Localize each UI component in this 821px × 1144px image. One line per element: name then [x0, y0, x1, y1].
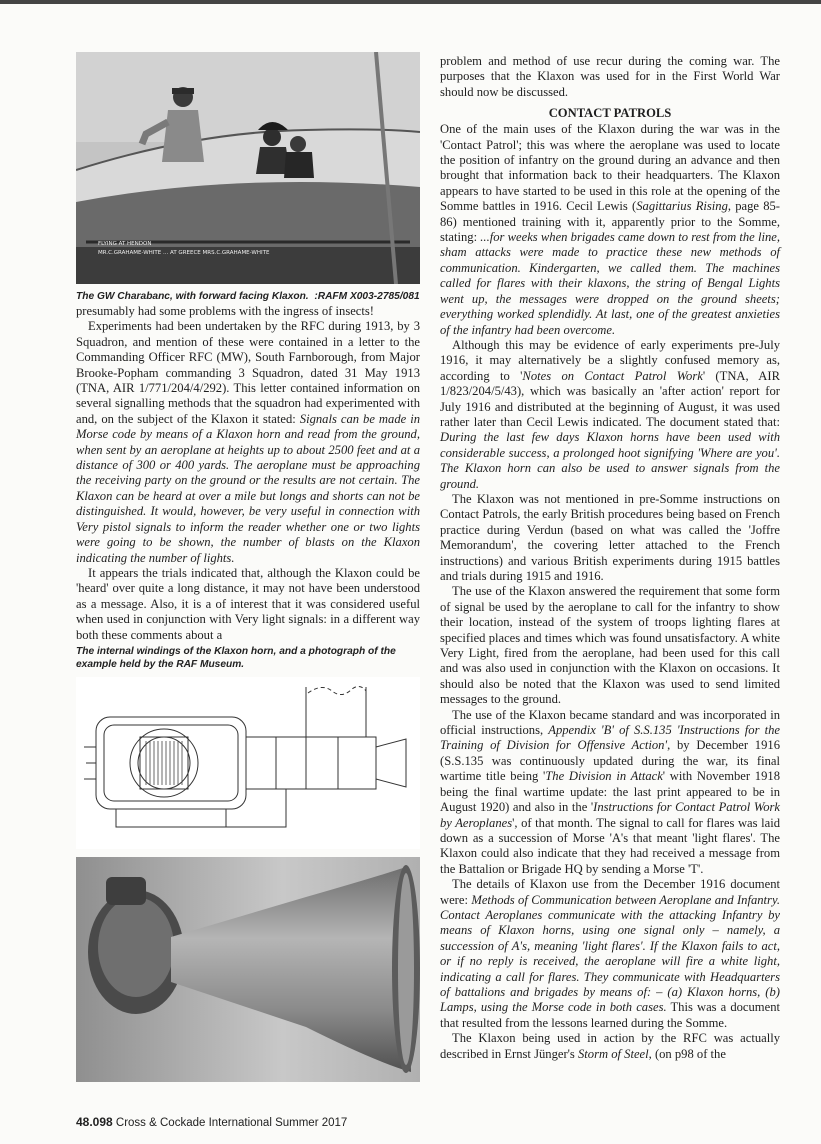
section-heading: CONTACT PATROLS — [548, 106, 672, 121]
left-column — [76, 52, 420, 1082]
klaxon-caption: The internal windings of the Klaxon horn, and a photograph of the example held by the RAF Museum. — [76, 645, 396, 670]
right-paragraph-5: The use of the Klaxon became standard and was incorporated in official instructions, Appendix 'B' of S.S.135 'Instructions for the Training of Division for Offensive Action', by December 1916 (S.S.135 was continuously updated during the war, its final wartime title being 'The Division in Attack' with November 1918 being the final wartime update: the last print appeared to be in August 1920) and also in the 'Instructions for Contact Patrol Work by Aeroplanes', of that month. The signal to call for flares was laid down as a succession of Morse 'A's that meant 'light flares'. The Klaxon could also indicate that they had received a message from the Battalion or Brigade HQ by sending a Morse 'T'. — [440, 707, 780, 876]
left-paragraph-1: presumably had some problems with the ingress of insects! — [76, 304, 374, 318]
right-paragraph-7: The Klaxon being used in action by the RFC was actually described in Ernst Jünger's Storm of Steel, (on p98 of the — [440, 1031, 780, 1061]
right-paragraph-6: The details of Klaxon use from the December 1916 document were: Methods of Communication between Aeroplane and Infantry. Contact Aeroplanes communicate with the attacking Infantry by means of Klaxon horns, using one signal only – namely, a succession of A's, meaning 'light flares'. If the Klaxon fails to act, or if no reply is received, the aeroplane will fire a white light, indicating a call for flares. They communicate with Headquarters of battalions and brigades by means of: – (a) Klaxon horns, (b) Lamps, using the Morse code in both cases. This was a document that resulted from the lessons learned during the Somme. — [440, 877, 780, 1030]
klaxon-horn-drawing — [76, 857, 420, 1082]
right-paragraph-4: The use of the Klaxon answered the requirement that some form of signal be used by the aeroplane to call for the infantry to show their location, instead of the system of troops lighting flares at specified places and times which was found unsatisfactory. A white Very Light, fired from the aeroplane, had been used for this call and was also used in conjunction with the Klaxon on occasions. It should also be noted that the Klaxon was used to send limited messages to the ground. — [440, 584, 780, 707]
publication-title: Cross & Cockade International Summer 2017 — [115, 1117, 348, 1129]
klaxon-windings-drawing — [76, 677, 420, 849]
right-paragraph-1: One of the main uses of the Klaxon during the war was in the 'Contact Patrol'; this was where the aeroplane was used to locate the position of infantry on the ground during an advance and then brought that information back to their headquarters. The Klaxon appears to have started to be used in this role at the opening of the Somme battles in 1916. Cecil Lewis (Sagittarius Rising, page 85-86) mentioned training with it, apparently prior to the Somme, stating: ...for weeks when brigades came down to rest from the line, sham attacks were made to practice these new methods of communication. Kindergarten, we called them. The machines called for flares with their klaxons, the string of Bengal Lights went up, the messages were dropped on the ground sheets; everything worked splendidly. At last, one of the greatest anxieties of the infantry had been overcome. — [440, 122, 780, 337]
klaxon-windings-diagram — [76, 677, 420, 849]
page-footer — [76, 1115, 347, 1129]
left-paragraph-2: Experiments had been undertaken by the RFC during 1913, by 3 Squadron, and mention of these were contained in a letter to the Commanding Officer RFC (MW), South Farnborough, from Major Brooke-Popham commanding 3 Squadron, dated 31 May 1913 (TNA, AIR 1/771/204/4/292). This letter contained information on several signalling methods that the squadron had experimented with and, on the subject of the Klaxon it stated: Signals can be made in Morse code by means of a Klaxon horn and read from the ground, when sent by an aeroplane at heights up to about 2500 feet and at a distance of 300 or 400 yards. The aeroplane must be approaching the receiving party on the ground or the results are not certain. The Klaxon can be heard at over a mile but longs and shorts can not be distinguished. It would, however, be very useful in connection with Very pistol signals to inform the reader whether one or two lights were going to be shown, the number of blasts on the Klaxon indicating the number of lights. — [76, 319, 420, 565]
right-paragraph-0: problem and method of use recur during the coming war. The purposes that the Klaxon was used for in the First World War should now be discussed. — [440, 54, 780, 99]
charabanc-photo — [76, 52, 420, 284]
right-paragraph-3: The Klaxon was not mentioned in pre-Somme instructions on Contact Patrols, the early British procedures being based on French practice during Verdun (based on what was called the 'Joffre Memorandum', the covering letter attached to the French instructions) and various British experiments during 1915 battles and trials during 1915 and 1916. — [440, 491, 780, 583]
svg-text:MR.C.GRAHAME-WHITE ... AT GRE: MR.C.GRAHAME-WHITE ... AT GREECE MRS.C.GRAHAME-WHITE — [98, 250, 270, 256]
charabanc-photo-drawing — [76, 52, 420, 284]
charabanc-caption: The GW Charabanc, with forward facing Klaxon. :RAFM X003-2785/081 — [76, 291, 420, 302]
klaxon-horn-photo — [76, 857, 420, 1082]
right-column — [440, 54, 780, 1062]
right-paragraph-2: Although this may be evidence of early experiments pre-July 1916, it may alternatively be a slightly confused memory as, according to 'Notes on Contact Patrol Work' (TNA, AIR 1/823/204/5/43), which was basically an 'after action' report for July 1916 and distributed at the beginning of August, it was used rather later than Cecil Lewis indicated. The document stated that: During the last few days Klaxon horns have been used with considerable success, a prolonged hoot signifying 'Where are you'. The Klaxon horn can also be used to answer signals from the ground. — [440, 337, 780, 491]
page-number: 48.098 — [76, 1115, 113, 1129]
photo-inscription: FLYING AT HENDON — [98, 241, 152, 247]
top-rule — [0, 0, 821, 4]
left-paragraph-3: It appears the trials indicated that, although the Klaxon could be 'heard' over quite a long distance, it may not have been understood as a message. Also, it is a of interest that it was considered useful when used in conjunction with Very light signals: in a different way both these comments about a — [76, 565, 420, 642]
